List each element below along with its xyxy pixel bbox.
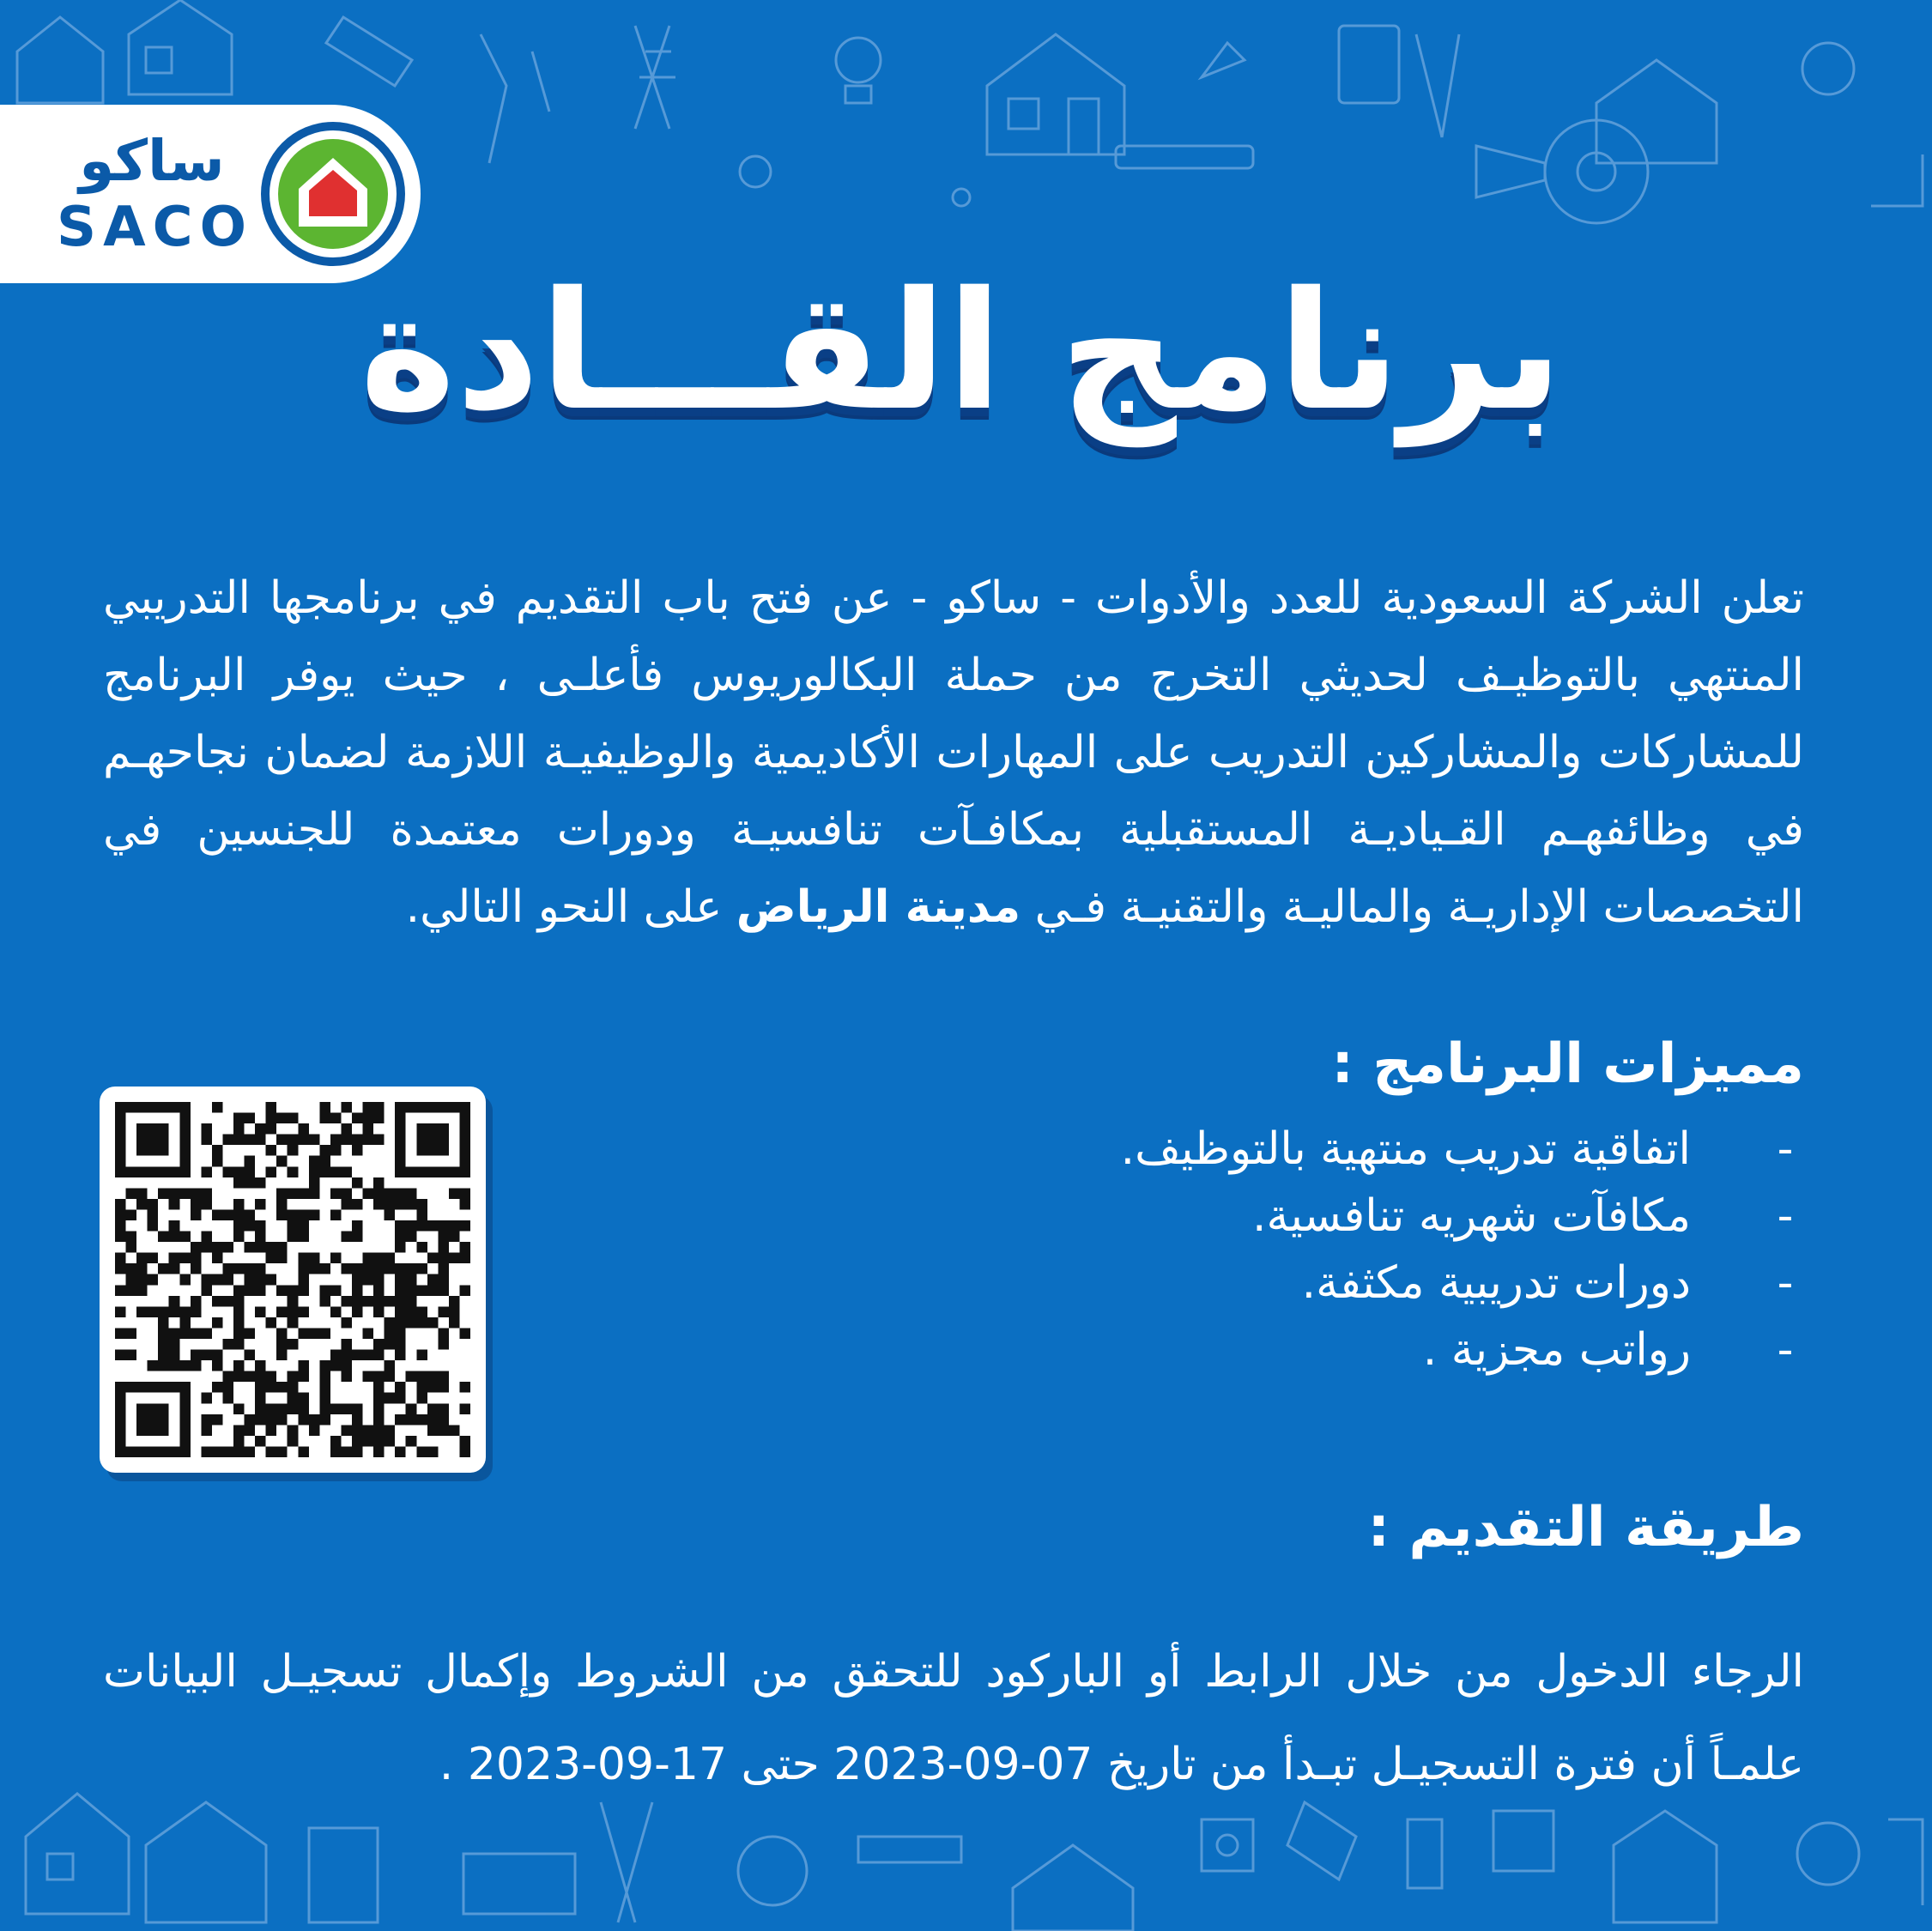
bullet-dash: - <box>1777 1123 1794 1175</box>
feature-text: رواتب مجزية . <box>1422 1324 1691 1376</box>
qr-code-icon <box>115 1102 470 1457</box>
saco-logo <box>0 105 421 283</box>
apply-paragraph: الرجاء الدخول من خلال الرابط أو الباركود للتحقق من الشروط وإكمال تسجيـل البيانات علمـاً أن فترة التسجيـل تبـدأ من تاريخ 07-09-2023 حتى 17-09-2023 . <box>103 1646 1804 1790</box>
feature-text: دورات تدريبية مكثفة. <box>1301 1257 1691 1309</box>
feature-item <box>858 1116 1802 1183</box>
bullet-dash: - <box>1777 1324 1794 1376</box>
feature-item <box>858 1317 1802 1383</box>
feature-item <box>858 1250 1802 1317</box>
apply-heading: طريقة التقديم : <box>1367 1496 1804 1559</box>
logo-arabic-name: ساكو <box>79 128 225 194</box>
bullet-dash: - <box>1777 1190 1794 1242</box>
feature-text: اتفاقية تدريب منتهية بالتوظيف. <box>1120 1123 1691 1175</box>
intro-text: تعلن الشركة السعودية للعدد والأدوات - ساكو - عن فتح باب التقديم في برنامجها التدريبي المنتهي بالتوظيـف لحديثي التخرج من حملة البكالوريوس فأعلـى ، حيث يوفر البرنامج للمشاركات والمشاركين التدريب على المهارات الأكاديمية والوظيفيـة اللازمة لضمان نجاحهـم في وظائفهـم القـياديـة المستقبلية بمكافـآت تنافسيـة ودورات معتمدة للجنسين في التخصصات الإداريـة والماليـة والتقنيـة فـي <box>103 572 1804 933</box>
feature-item <box>858 1183 1802 1250</box>
features-heading: مميزات البرنامج : <box>1331 1032 1804 1096</box>
qr-code-card[interactable] <box>100 1087 486 1473</box>
logo-english-name: SACO <box>57 196 253 259</box>
intro-city: مدينة الرياض <box>736 881 1021 933</box>
bullet-dash: - <box>1777 1257 1794 1309</box>
features-list <box>858 1116 1802 1383</box>
intro-paragraph <box>103 560 1804 946</box>
feature-text: مكافآت شهريه تنافسية. <box>1251 1190 1691 1242</box>
house-icon <box>257 118 409 269</box>
intro-ending: على النحو التالي. <box>405 881 723 933</box>
page-title: برنامج القـــادة <box>360 257 1563 446</box>
